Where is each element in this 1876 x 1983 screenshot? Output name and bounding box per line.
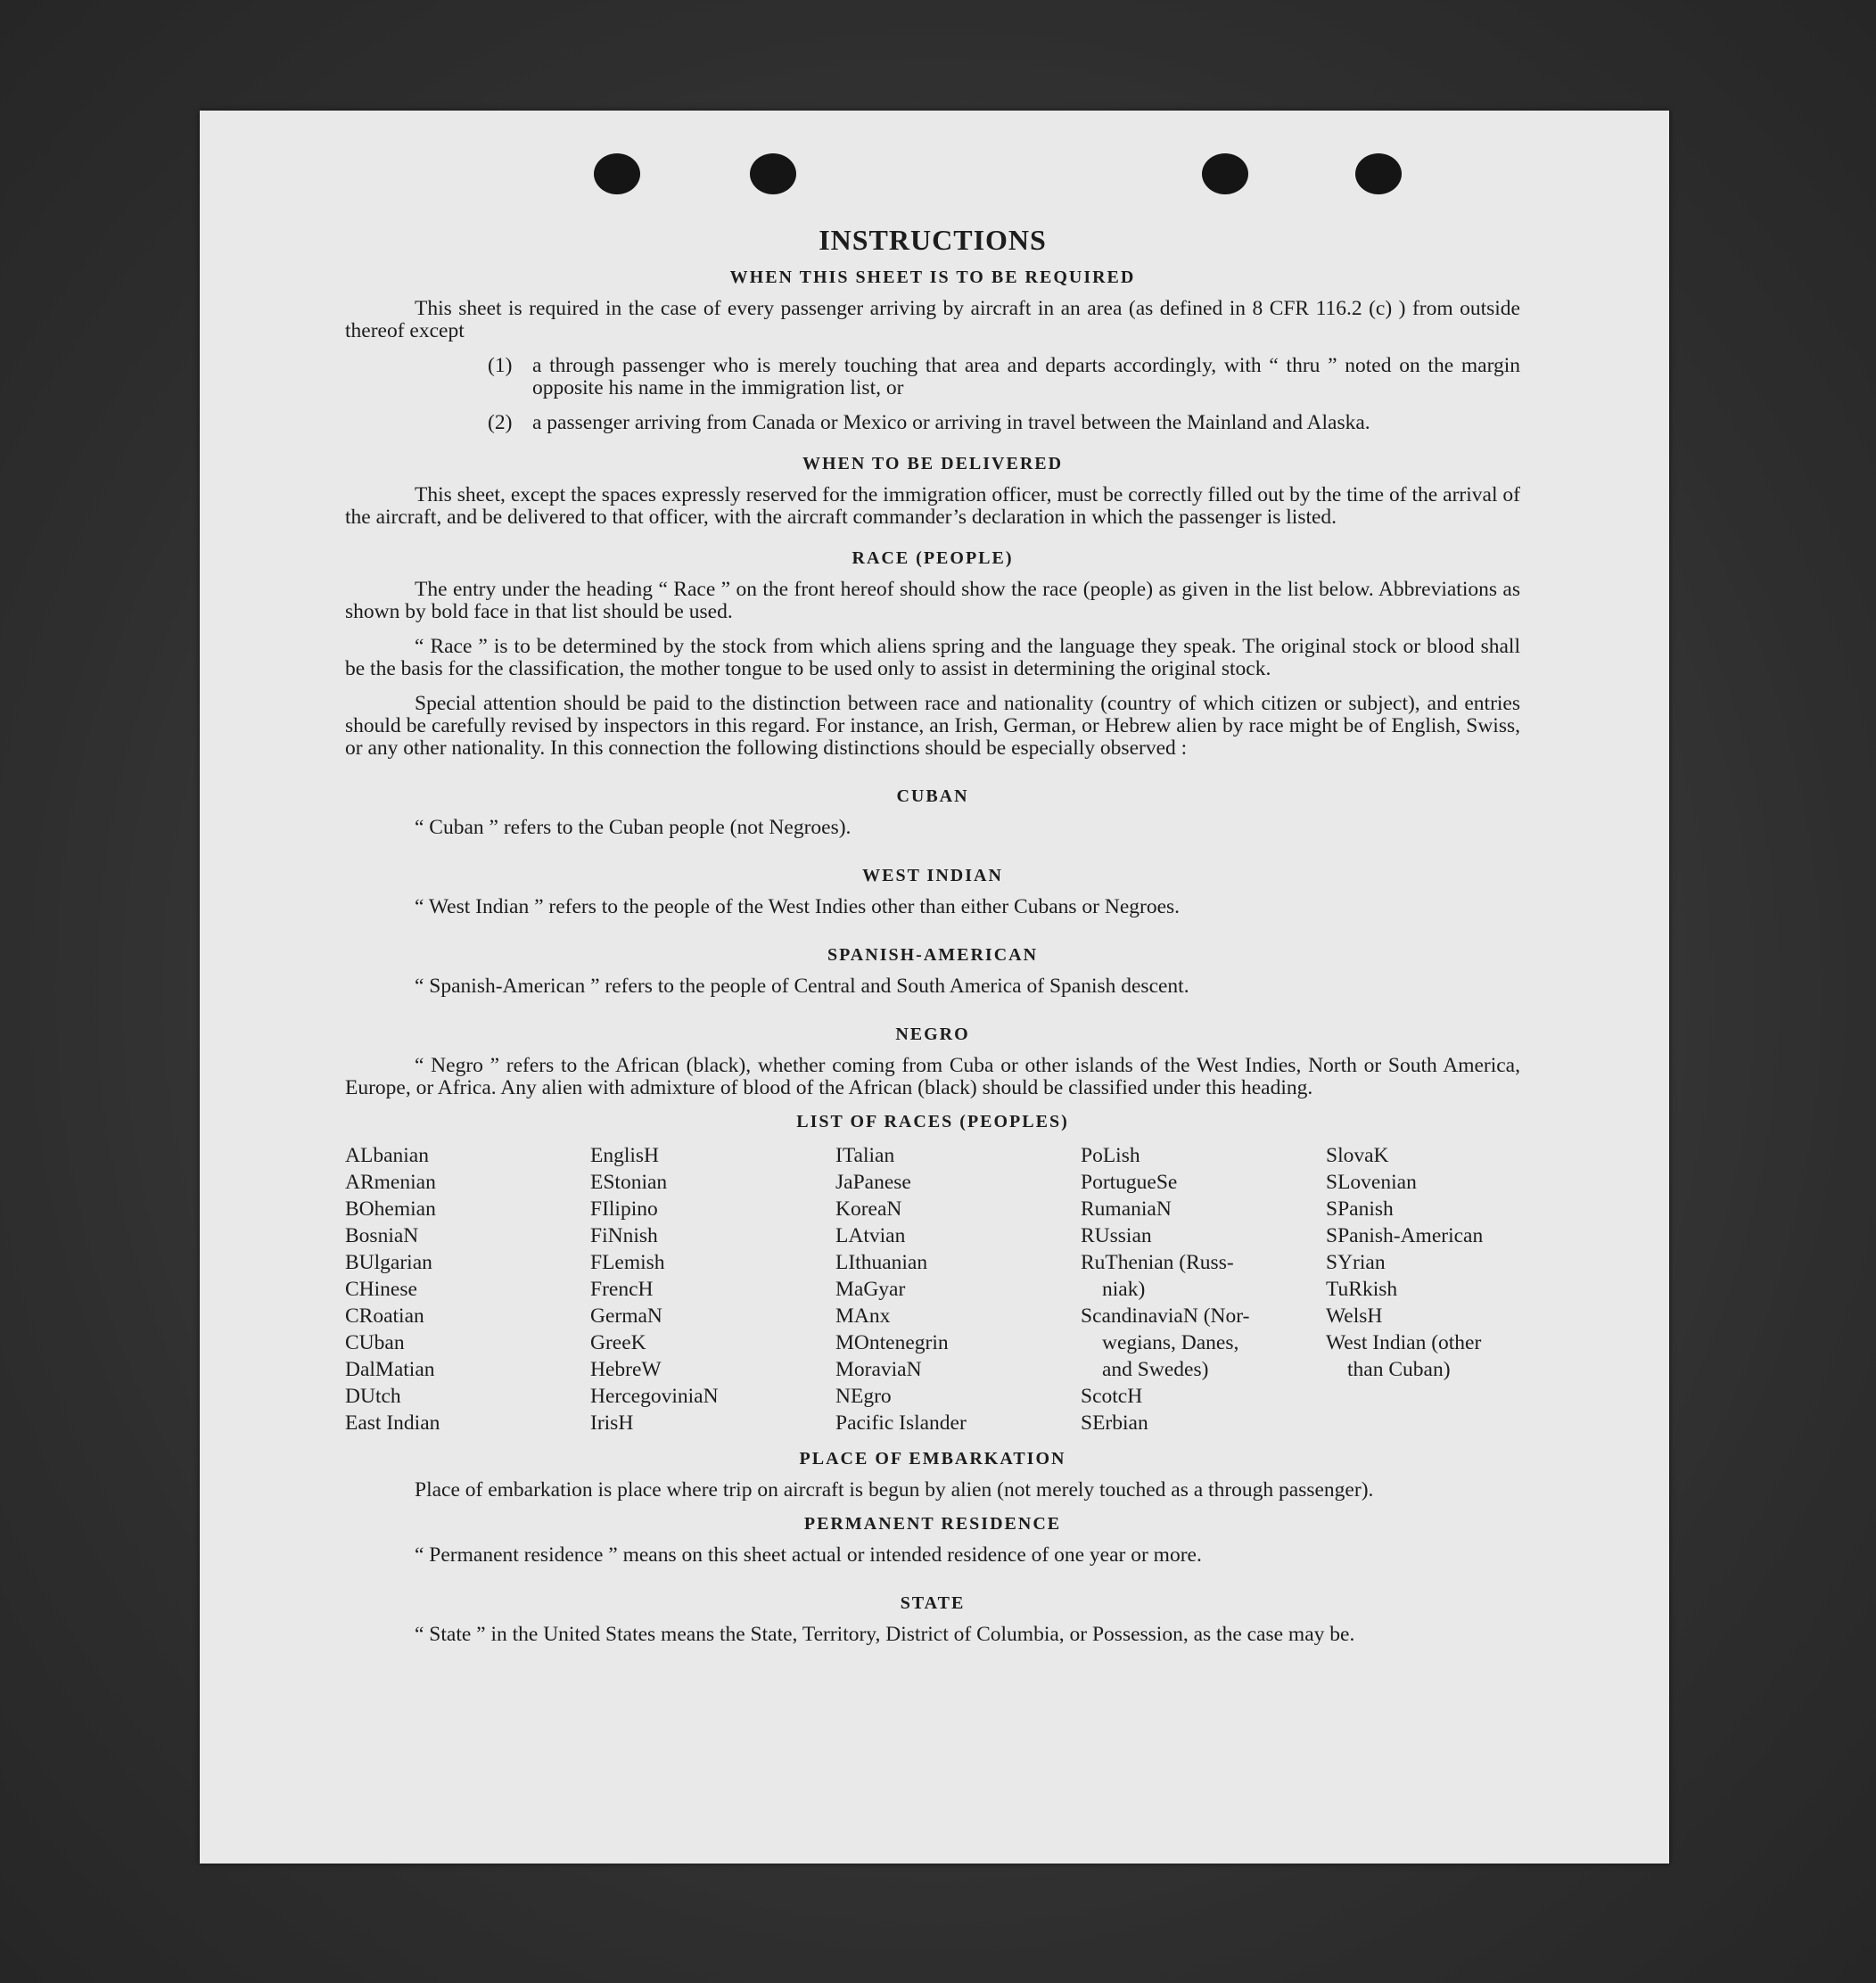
section-heading-list: LIST OF RACES (PEOPLES)	[796, 1112, 1069, 1131]
section-heading-cuban: CUBAN	[896, 786, 969, 806]
race-paragraph: “ Race ” is to be determined by the stock from which aliens spring and the language they speak. The original stock or blood shall be the basis for the classification, the mother tongue to be used only to assist in determining the original stock.	[345, 635, 1520, 680]
punch-hole	[1202, 153, 1248, 194]
race-entry: CRoatian	[345, 1304, 424, 1328]
race-entry: CHinese	[345, 1278, 417, 1301]
race-entry: SPanish-American	[1326, 1224, 1484, 1247]
race-entry: HebreW	[590, 1358, 662, 1381]
race-entry: LAtvian	[835, 1224, 906, 1247]
race-entry: WelsH	[1326, 1304, 1383, 1328]
race-entry: JaPanese	[835, 1171, 911, 1194]
race-entry: GermaN	[590, 1304, 662, 1328]
race-entry: BUlgarian	[345, 1251, 432, 1274]
race-entry: BOhemian	[345, 1197, 436, 1221]
races-list	[345, 1142, 1520, 1436]
race-entry: RuThenian (Russ-	[1081, 1251, 1234, 1274]
list-item	[488, 412, 1520, 434]
embarkation-text: Place of embarkation is place where trip on aircraft is begun by alien (not merely touched as a through passenger).	[415, 1478, 1374, 1502]
race-entry: MAnx	[835, 1304, 891, 1328]
item-number: (1)	[488, 354, 513, 377]
race-entry: SlovaK	[1326, 1144, 1389, 1167]
race-entry: DUtch	[345, 1385, 401, 1408]
list-item	[488, 355, 1520, 399]
race-entry: KoreaN	[835, 1197, 902, 1221]
race-entry: EStonian	[590, 1171, 668, 1194]
race-entry-continued: niak)	[1102, 1278, 1146, 1301]
residence-text: “ Permanent residence ” means on this sheet actual or intended residence of one year or more.	[415, 1543, 1202, 1567]
section-heading-required: WHEN THIS SHEET IS TO BE REQUIRED	[729, 267, 1136, 287]
races-column	[835, 1142, 1081, 1436]
item-text: a through passenger who is merely touching that area and departs accordingly, with “ thru ” noted on the margin opposite his name in the immigration list, or	[532, 354, 1520, 399]
spanish-american-text: “ Spanish-American ” refers to the people of Central and South America of Spanish descent.	[415, 975, 1189, 998]
section-heading-spanish-american: SPANISH-AMERICAN	[827, 945, 1039, 965]
race-entry-continued: than Cuban)	[1347, 1358, 1451, 1381]
punch-hole	[594, 153, 640, 194]
race-entry-continued: and Swedes)	[1102, 1358, 1209, 1381]
race-entry: West Indian (other	[1326, 1331, 1482, 1354]
race-entry: BosniaN	[345, 1224, 419, 1247]
state-text: “ State ” in the United States means the State, Territory, District of Columbia, or Possession, as the case may be.	[415, 1623, 1355, 1646]
race-paragraph: The entry under the heading “ Race ” on the front hereof should show the race (people) as given in the list below. Abbreviations as shown by bold face in that list should be used.	[345, 578, 1520, 623]
required-intro: This sheet is required in the case of every passenger arriving by aircraft in an area (as defined in 8 CFR 116.2 (c) ) from outside thereof except	[345, 297, 1520, 342]
section-heading-negro: NEGRO	[895, 1024, 970, 1044]
race-entry: FrencH	[590, 1278, 654, 1301]
race-entry: HercegoviniaN	[590, 1385, 719, 1408]
race-entry: East Indian	[345, 1411, 440, 1435]
race-entry: PortugueSe	[1081, 1171, 1178, 1194]
item-number: (2)	[488, 411, 513, 434]
race-paragraph: Special attention should be paid to the distinction between race and nationality (country of which citizen or subject), and entries should be carefully revised by inspectors in this regard. For instance, an Irish, German, or Hebrew alien by race might be of English, Swiss, or any other nationality. In this connection the following distinctions should be especially observed :	[345, 692, 1520, 760]
race-entry: ScotcH	[1081, 1385, 1143, 1408]
race-entry: FLemish	[590, 1251, 665, 1274]
race-entry: TuRkish	[1326, 1278, 1398, 1301]
race-entry: CUban	[345, 1331, 405, 1354]
west-indian-text: “ West Indian ” refers to the people of the West Indies other than either Cubans or Negroes.	[415, 895, 1181, 918]
race-entry: SLovenian	[1326, 1171, 1417, 1194]
race-entry: EnglisH	[590, 1144, 660, 1167]
delivered-text: This sheet, except the spaces expressly reserved for the immigration officer, must be correctly filled out by the time of the arrival of the aircraft, and be delivered to that officer, with the aircraft commander’s declaration in which the passenger is listed.	[345, 483, 1520, 529]
races-column	[1326, 1142, 1520, 1436]
race-entry-continued: wegians, Danes,	[1102, 1331, 1239, 1354]
races-column	[1081, 1142, 1326, 1436]
section-heading-west-indian: WEST INDIAN	[862, 866, 1003, 885]
race-entry: IrisH	[590, 1411, 634, 1435]
punch-hole	[750, 153, 796, 194]
race-entry: SYrian	[1326, 1251, 1386, 1274]
race-entry: FiNnish	[590, 1224, 658, 1247]
race-entry: ARmenian	[345, 1171, 436, 1194]
race-entry: ITalian	[835, 1144, 895, 1167]
race-entry: PoLish	[1081, 1144, 1140, 1167]
instructions-content	[345, 225, 1520, 1646]
race-entry: MaGyar	[835, 1278, 906, 1301]
section-heading-delivered: WHEN TO BE DELIVERED	[802, 454, 1064, 473]
race-entry: FIlipino	[590, 1197, 658, 1221]
negro-text: “ Negro ” refers to the African (black), whether coming from Cuba or other islands of the West Indies, North or South America, Europe, or Africa. Any alien with admixture of blood of the African (black) should be classified under this heading.	[345, 1054, 1520, 1099]
section-heading-embarkation: PLACE OF EMBARKATION	[799, 1449, 1066, 1469]
race-entry: DalMatian	[345, 1358, 435, 1381]
race-entry: GreeK	[590, 1331, 646, 1354]
race-entry: Pacific Islander	[835, 1411, 967, 1435]
race-entry: RumaniaN	[1081, 1197, 1172, 1221]
race-entry: SPanish	[1326, 1197, 1394, 1221]
race-entry: MoraviaN	[835, 1358, 922, 1381]
section-heading-state: STATE	[900, 1593, 966, 1613]
page-title: INSTRUCTIONS	[819, 224, 1047, 256]
race-entry: ALbanian	[345, 1144, 429, 1167]
section-heading-race: RACE (PEOPLE)	[852, 548, 1014, 568]
race-entry: LIthuanian	[835, 1251, 928, 1274]
races-column	[590, 1142, 835, 1436]
section-heading-residence: PERMANENT RESIDENCE	[803, 1514, 1062, 1534]
item-text: a passenger arriving from Canada or Mexico or arriving in travel between the Mainland and Alaska.	[532, 411, 1370, 434]
document-page	[200, 111, 1669, 1864]
races-column	[345, 1142, 590, 1436]
cuban-text: “ Cuban ” refers to the Cuban people (not Negroes).	[415, 816, 852, 839]
race-entry: MOntenegrin	[835, 1331, 949, 1354]
race-entry: ScandinaviaN (Nor-	[1081, 1304, 1250, 1328]
punch-hole	[1355, 153, 1402, 194]
race-entry: SErbian	[1081, 1411, 1148, 1435]
race-entry: RUssian	[1081, 1224, 1152, 1247]
race-entry: NEgro	[835, 1385, 892, 1408]
